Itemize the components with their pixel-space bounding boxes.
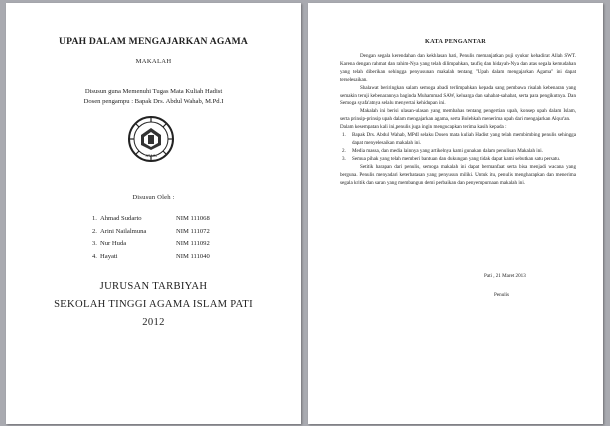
list-item: [92, 253, 232, 266]
member-number: 4.: [92, 252, 97, 260]
member-nim: NIM 111068: [176, 215, 210, 222]
preface-body: [340, 53, 576, 187]
member-name: Ahmad Sudarto: [100, 215, 142, 222]
member-nim: NIM 111072: [176, 227, 210, 235]
college-logo-icon: [127, 115, 175, 163]
member-list: [92, 215, 232, 265]
list-text: Bapak Drs. Abdul Wahab, MPdI selaku Dosen mata kuliah Hadist yang telah membimbing penulis sehingga dapat menyelesaikan makalah ini.: [352, 132, 576, 146]
lecturer-line: Dosen pengampu : Bapak Drs. Abdul Wahab, M.Pd.I: [83, 98, 224, 105]
list-item: [92, 240, 232, 253]
member-nim: NIM 111092: [176, 240, 210, 247]
cover-page: [6, 3, 301, 424]
preface-paragraph-2: Shalawat beriringkan salam semoga abadi terlimpahkan kepada sang pembawa risalah kebenaran yang semakin teruji kebenarannya baginda Muhammad SAW, keluarga dan sahabat-sahabat, serta para pengikutnya. Dan Semoga syafa'atnya selalu menyertai kehidupan ini.: [340, 84, 576, 107]
member-name: Nur Huda: [100, 240, 127, 247]
preface-paragraph-5: Setitik harapan dari penulis, semoga makalah ini dapat bermanfaat serta bisa menjadi wacana yang berguna. Penulis menyadari keterbatasan yang penyusun miliki. Untuk itu, penulis mengharapkan dan menerima segala kritik dan saran yang membangun demi perbaikan dan penyempurnaan makalah ini.: [340, 163, 576, 186]
list-text: Semua pihak yang telah memberi bantuan dan dukungan yang tidak dapat kami sebutkan satu persatu.: [352, 155, 561, 162]
signature: Penulis: [494, 292, 510, 298]
preface-paragraph-1: Dengan segala kerendahan dan kekhlasan hati, Penulis memanjatkan puji syukur kehadirat Allah SWT. Karena dengan rahmat dan rahim-Nya yang telah dilimpahkan, taufiq dan hidayah-Nya dan atas segala kemudahan yang telah diberikan sehingga penyusunan makalah tentang "Upah dalam mengajarkan Agama" ini dapat terselesaikan.: [340, 53, 576, 83]
department-name: JURUSAN TARBIYAH: [99, 281, 208, 292]
institution-name: SEKOLAH TINGGI AGAMA ISLAM PATI: [54, 299, 253, 310]
list-item: [340, 156, 576, 164]
list-text: Media massa, dan media lainnya yang artikelnya kami gunakan dalam penulisan Makalah ini.: [352, 147, 543, 154]
purpose-line: Disusun guna Memenuhi Tugas Mata Kuliah Hadist: [84, 88, 223, 95]
list-item: [92, 228, 232, 241]
list-item: [92, 215, 232, 228]
list-item: [340, 148, 576, 156]
member-number: 1.: [92, 215, 97, 222]
composed-by-label: Disusun Oleh :: [132, 194, 175, 201]
member-name: Arini Nailalmuna: [100, 227, 147, 235]
list-number: 1.: [342, 132, 346, 139]
list-item: [340, 132, 576, 148]
place-date: Pati , 21 Maret 2013: [484, 273, 526, 279]
preface-paragraph-3: Makalah ini berisi ulasan-ulasan yang membahas tentang pengertian upah, konsep upah dalam Islam, serta prinsip-prinsip upah dalam mengajarkan agama, serta Bolehkah menerima upah dari mengajarkan Alqur'an.: [340, 108, 576, 123]
preface-title: KATA PENGANTAR: [424, 38, 487, 45]
list-number: 2.: [342, 147, 346, 154]
member-nim: NIM 111040: [176, 252, 210, 260]
cover-year: 2012: [142, 317, 165, 328]
logo-text: STAIN: [145, 153, 157, 158]
list-number: 3.: [342, 155, 346, 162]
cover-subtitle: MAKALAH: [135, 58, 172, 65]
member-name: Hayati: [100, 252, 118, 260]
preface-paragraph-4: Dalam kesempatan kali ini,penulis juga ingin mengucapkan terima kasih kepada :: [340, 124, 507, 131]
member-number: 2.: [92, 227, 97, 235]
thanks-list: [340, 132, 576, 164]
preface-page: [308, 3, 603, 424]
member-number: 3.: [92, 240, 97, 247]
cover-title: UPAH DALAM MENGAJARKAN AGAMA: [58, 36, 249, 47]
